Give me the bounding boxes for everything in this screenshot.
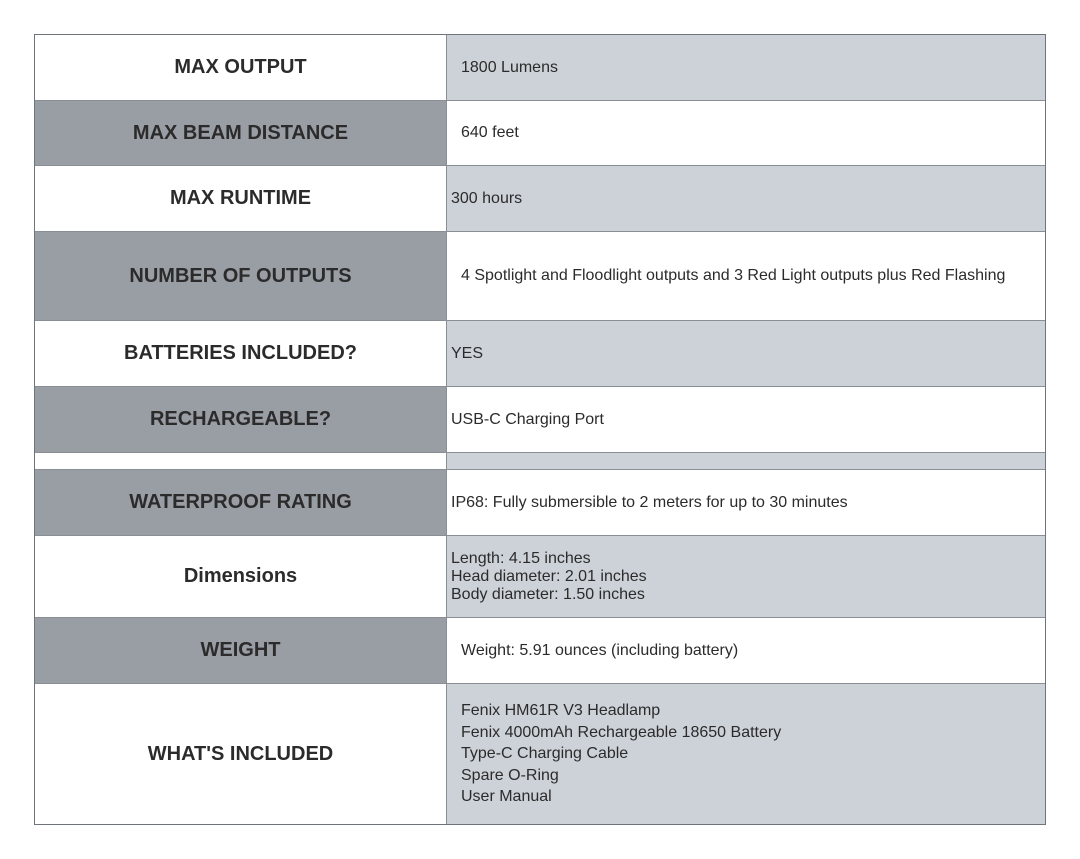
included-item: Fenix HM61R V3 Headlamp	[461, 702, 661, 720]
spec-value: USB-C Charging Port	[447, 387, 1045, 452]
spec-label: WHAT'S INCLUDED	[35, 684, 447, 824]
spec-label: RECHARGEABLE?	[35, 387, 447, 452]
dimension-line: Body diameter: 1.50 inches	[451, 585, 645, 603]
included-item: Spare O-Ring	[461, 766, 559, 784]
spec-label: MAX RUNTIME	[35, 166, 447, 231]
included-item: User Manual	[461, 788, 552, 806]
table-row	[35, 232, 1045, 321]
table-row	[35, 35, 1045, 101]
spec-label: Dimensions	[35, 536, 447, 617]
spec-label: BATTERIES INCLUDED?	[35, 321, 447, 386]
spec-value	[447, 453, 1045, 469]
table-row-empty	[35, 453, 1045, 470]
table-row	[35, 387, 1045, 453]
spec-label: MAX OUTPUT	[35, 35, 447, 100]
spec-label: WEIGHT	[35, 618, 447, 683]
spec-value: 640 feet	[447, 101, 1045, 165]
spec-label: WATERPROOF RATING	[35, 470, 447, 535]
table-row	[35, 321, 1045, 387]
table-row	[35, 470, 1045, 536]
table-row	[35, 536, 1045, 618]
included-item: Fenix 4000mAh Rechargeable 18650 Battery	[461, 723, 782, 741]
table-row	[35, 166, 1045, 232]
table-row	[35, 618, 1045, 684]
table-row	[35, 684, 1045, 824]
spec-value: 1800 Lumens	[447, 35, 1045, 100]
spec-label: MAX BEAM DISTANCE	[35, 101, 447, 165]
spec-value	[447, 536, 1045, 617]
spec-value: YES	[447, 321, 1045, 386]
spec-value	[447, 684, 1045, 824]
spec-value: Weight: 5.91 ounces (including battery)	[447, 618, 1045, 683]
dimension-line: Length: 4.15 inches	[451, 549, 591, 567]
included-item: Type-C Charging Cable	[461, 745, 629, 763]
spec-value: 300 hours	[447, 166, 1045, 231]
spec-label	[35, 453, 447, 469]
dimension-line: Head diameter: 2.01 inches	[451, 567, 647, 585]
table-row	[35, 101, 1045, 166]
spec-label: NUMBER OF OUTPUTS	[35, 232, 447, 320]
spec-table	[34, 34, 1046, 825]
spec-value: 4 Spotlight and Floodlight outputs and 3 Red Light outputs plus Red Flashing	[447, 232, 1045, 320]
spec-value: IP68: Fully submersible to 2 meters for up to 30 minutes	[447, 470, 1045, 535]
included-list	[461, 700, 781, 808]
dimensions-list	[451, 550, 647, 604]
